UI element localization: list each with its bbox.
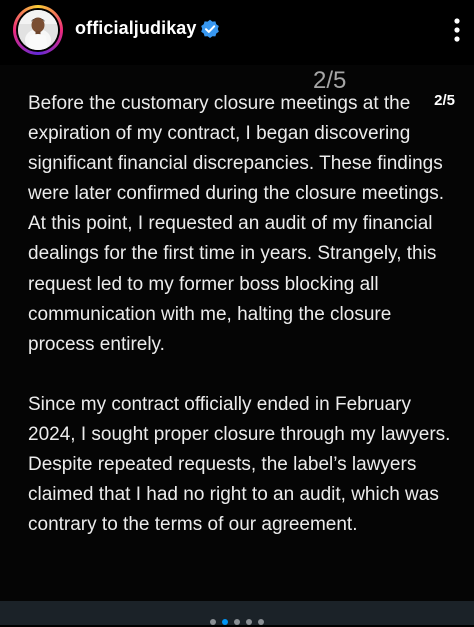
slide-counter: 2/5 — [434, 92, 455, 109]
avatar-photo — [18, 10, 58, 50]
pagination-dot — [210, 619, 216, 625]
username[interactable]: officialjudikay — [75, 18, 197, 38]
slide-paragraph: Before the customary closure meetings at the expiration of my contract, I began discovering significant financial discrepancies. These findings were later confirmed during the closure meetings. At this point, I requested an audit of my financial dealings for the first time in years. Strangely, this request led to my former boss blocking all communication with me, halting the closure process entirely. — [28, 93, 445, 355]
pagination-dot — [258, 619, 264, 625]
carousel-slide[interactable] — [0, 65, 474, 601]
avatar[interactable] — [18, 10, 58, 50]
slide-paragraph: Since my contract officially ended in February 2024, I sought proper closure through my lawyers. Despite repeated requests, the label’s lawyers claimed that I had no right to an audit, which was contrary to the terms of our agreement. — [28, 394, 451, 536]
more-options-icon[interactable] — [449, 16, 465, 44]
post-footer — [0, 601, 474, 625]
pagination-dot — [246, 619, 252, 625]
pagination-dot — [234, 619, 240, 625]
carousel-pagination — [0, 619, 474, 627]
story-ring[interactable] — [13, 5, 63, 55]
pagination-dot-active — [222, 619, 228, 625]
verified-check-icon — [200, 19, 220, 39]
slide-counter-overlay: 2/5 — [313, 67, 347, 94]
post-header — [0, 0, 474, 65]
